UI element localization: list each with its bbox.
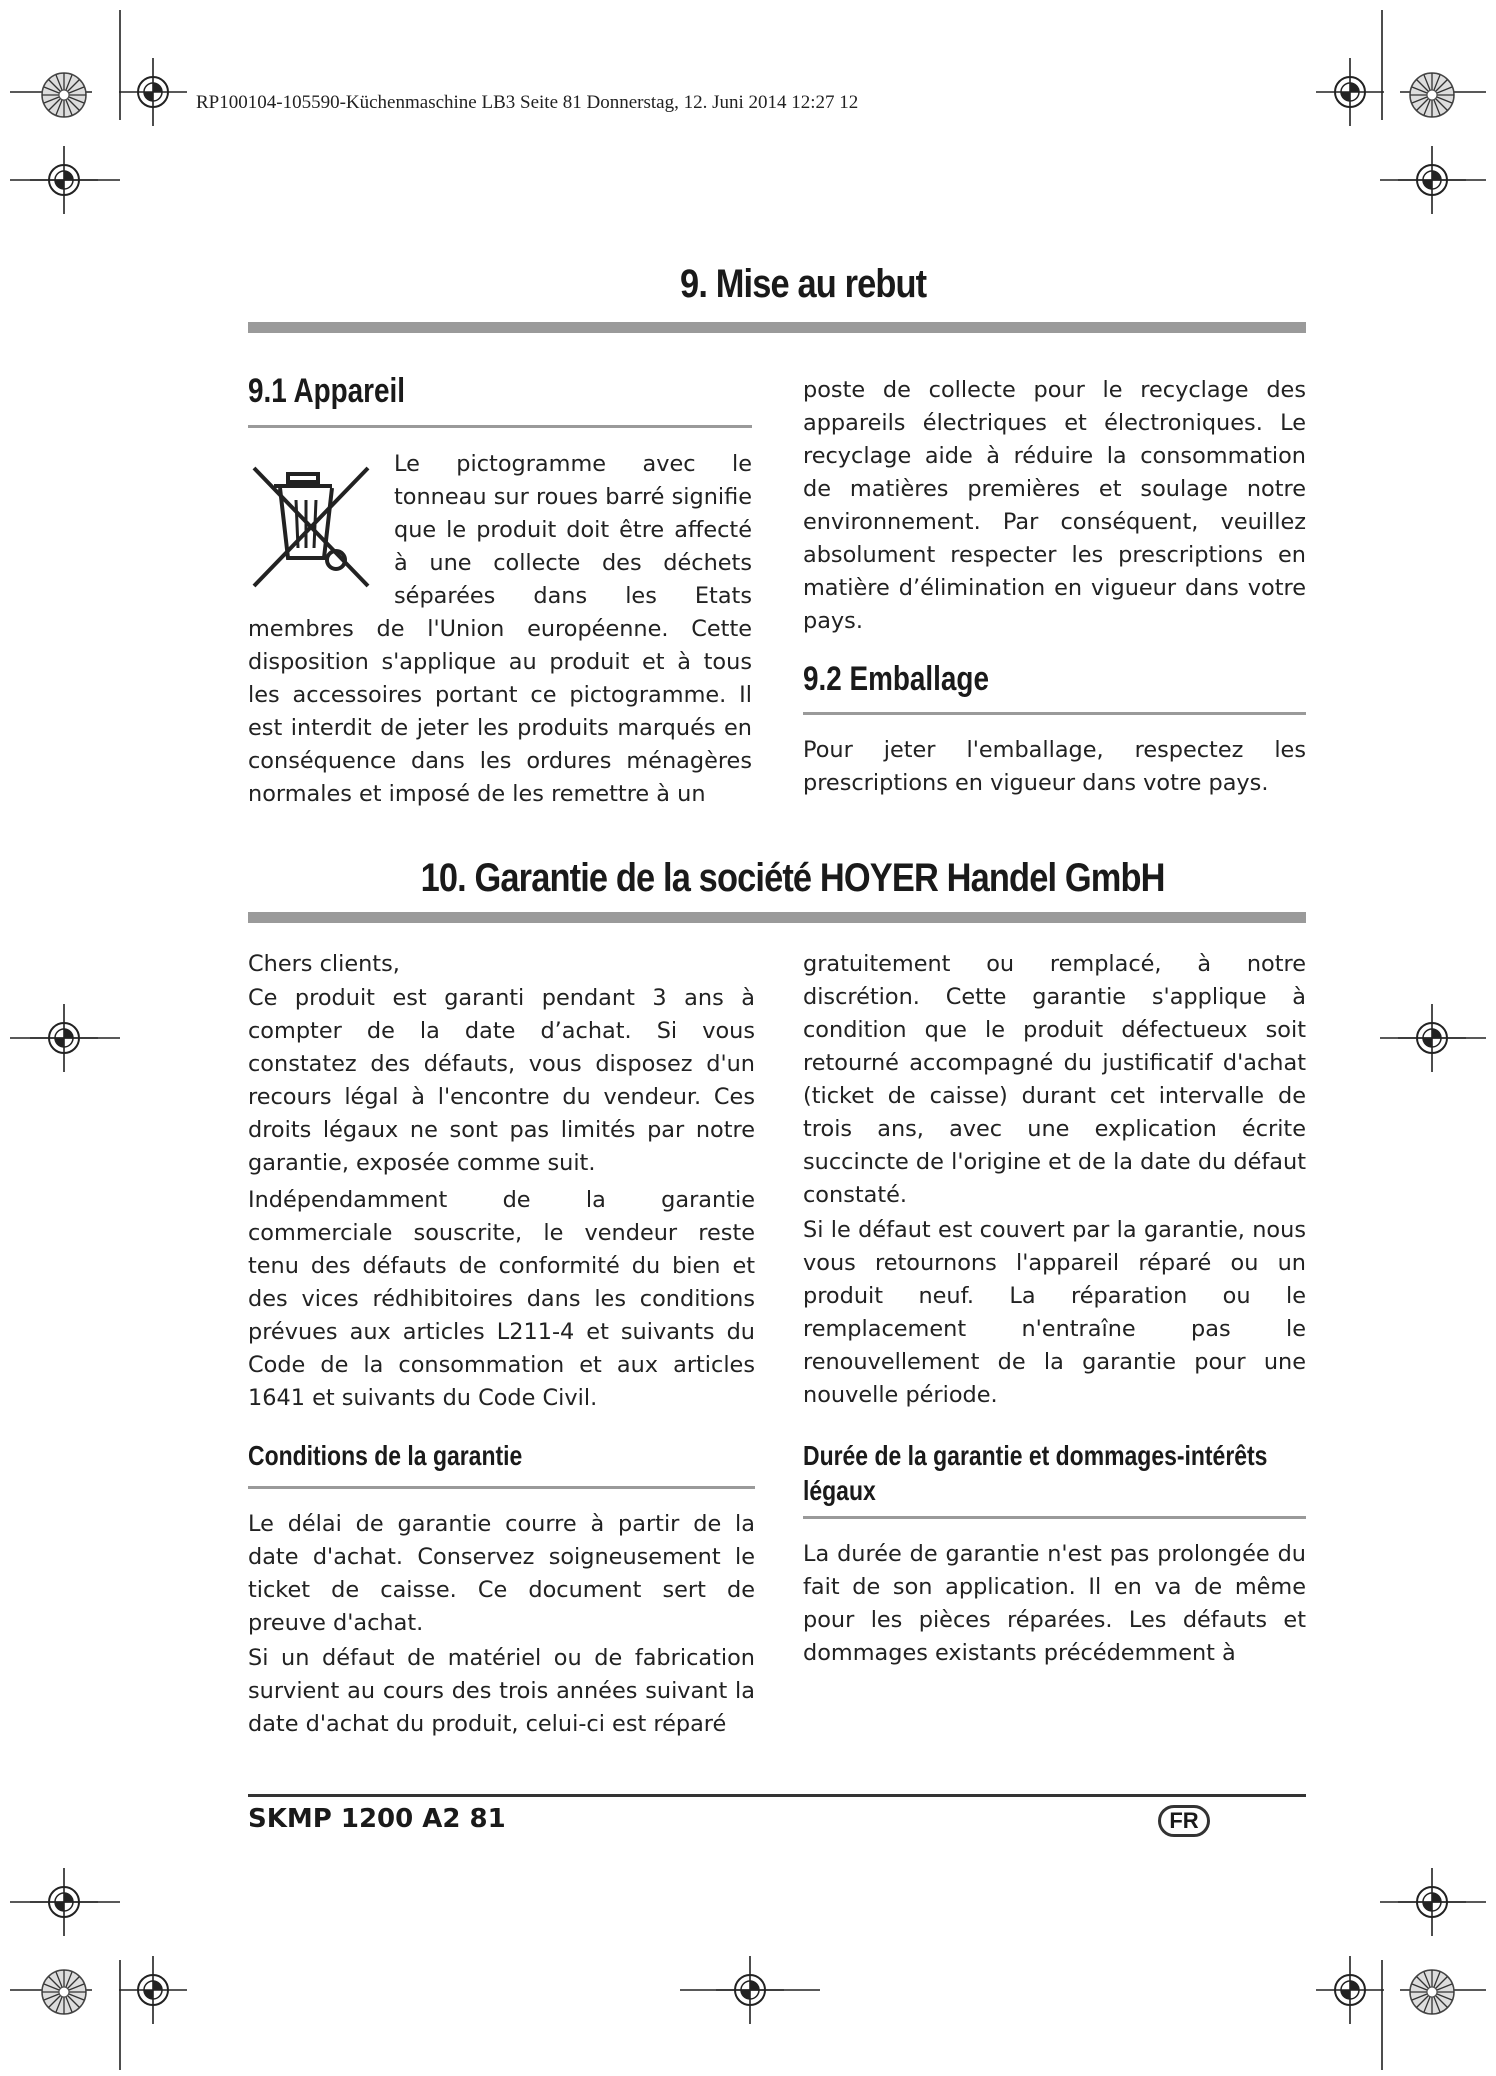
color-wheel-icon [1410, 73, 1454, 117]
greeting: Chers clients, [248, 951, 400, 977]
duration-text: La durée de garantie n'est pas prolongée du fait de son application. Il en va de même pour les pièces réparées. Les défauts et dommages existants précédemment à [803, 1541, 1306, 1666]
section-9-2-title: 9.2 Emballage [803, 660, 989, 698]
section-9-2-rule [803, 712, 1306, 715]
conditions-text-3: Si le défaut est couvert par la garantie, nous vous retournons l'appareil réparé ou un produit neuf. La réparation ou le remplacement n'entraîne pas le renouvellement de la garantie pour une nouvelle période. [803, 1217, 1306, 1408]
footer-model-page: SKMP 1200 A2 81 [248, 1804, 506, 1834]
printer-slug: RP100104-105590-Küchenmaschine LB3 Seite 81 Donnerstag, 12. Juni 2014 12:27 12 [196, 92, 859, 113]
conditions-rule [248, 1486, 755, 1489]
registration-mark-icon [119, 1956, 187, 2024]
section-9-1-text-cont: poste de collecte pour le recyclage des appareils électriques et électroniques. Le recyclage aide à réduire la consommation de matières premières et soulage notre environnement. Par conséquent, veuillez absolument respecter les prescriptions en matière d’élimination en vigueur dans votre pays. [803, 377, 1306, 634]
conditions-text-2-cont: gratuitement ou remplacé, à notre discrétion. Cette garantie s'applique à condition que le produit défectueux soit retourné accompagné du justificatif d'achat (ticket de caisse) durant cet intervalle de trois ans, avec une explication écrite succincte de l'origine et de la date du défaut constaté. [803, 951, 1306, 1208]
registration-mark-icon [1316, 58, 1384, 126]
conditions-text-2: Si un défaut de matériel ou de fabrication survient au cours des trois années suivant la date d'achat du produit, celui-ci est réparé [248, 1645, 755, 1737]
color-wheel-icon [42, 1970, 86, 2014]
registration-mark-icon [119, 58, 187, 126]
section-9-bar [248, 322, 1306, 333]
duration-title [803, 1438, 1267, 1508]
color-wheel-icon [42, 73, 86, 117]
conditions-title: Conditions de la garantie [248, 1440, 523, 1471]
language-badge: FR [1158, 1805, 1210, 1837]
section-9-1-title: 9.1 Appareil [248, 372, 406, 410]
conditions-text-1: Le délai de garantie courre à partir de la date d'achat. Conservez soigneusement le ticket de caisse. Ce document sert de preuve d'achat. [248, 1511, 755, 1636]
section-10-title: 10. Garantie de la société HOYER Handel GmbH [420, 856, 1165, 900]
footer-rule [248, 1794, 1306, 1797]
section-10-bar [248, 912, 1306, 923]
guarantee-legal: Indépendamment de la garantie commerciale souscrite, le vendeur reste tenu des défauts de conformité du bien et des vices rédhibitoires dans les conditions prévues aux articles L211-4 et suivants du Code de la consommation et aux articles 1641 et suivants du Code Civil. [248, 1187, 755, 1411]
duration-rule [803, 1516, 1306, 1519]
duration-title-line-2: légaux [803, 1475, 876, 1506]
duration-title-line-1: Durée de la garantie et dommages-intérêts [803, 1440, 1268, 1471]
section-9-1-text: Le pictogramme avec le tonneau sur roues barré signifie que le produit doit être affecté à une collecte des déchets séparées dans les Etats membres de l'Union européenne. Cette disposition s'applique au produit et à tous les accessoires portant ce pictogramme. Il est interdit de jeter les produits marqués en conséquence dans les ordures ménagères normales et imposé de les remettre à un [248, 451, 752, 807]
guarantee-intro: Ce produit est garanti pendant 3 ans à compter de la date d’achat. Si vous constatez des défauts, vous disposez d'un recours légal à l'encontre du vendeur. Ces droits légaux ne sont pas limités par notre garantie, exposée comme suit. [248, 985, 755, 1176]
section-9-1-rule [248, 425, 752, 428]
section-9-title: 9. Mise au rebut [680, 262, 927, 306]
color-wheel-icon [1410, 1970, 1454, 2014]
section-9-2-text: Pour jeter l'emballage, respectez les prescriptions en vigueur dans votre pays. [803, 737, 1306, 796]
registration-mark-icon [1316, 1956, 1384, 2024]
